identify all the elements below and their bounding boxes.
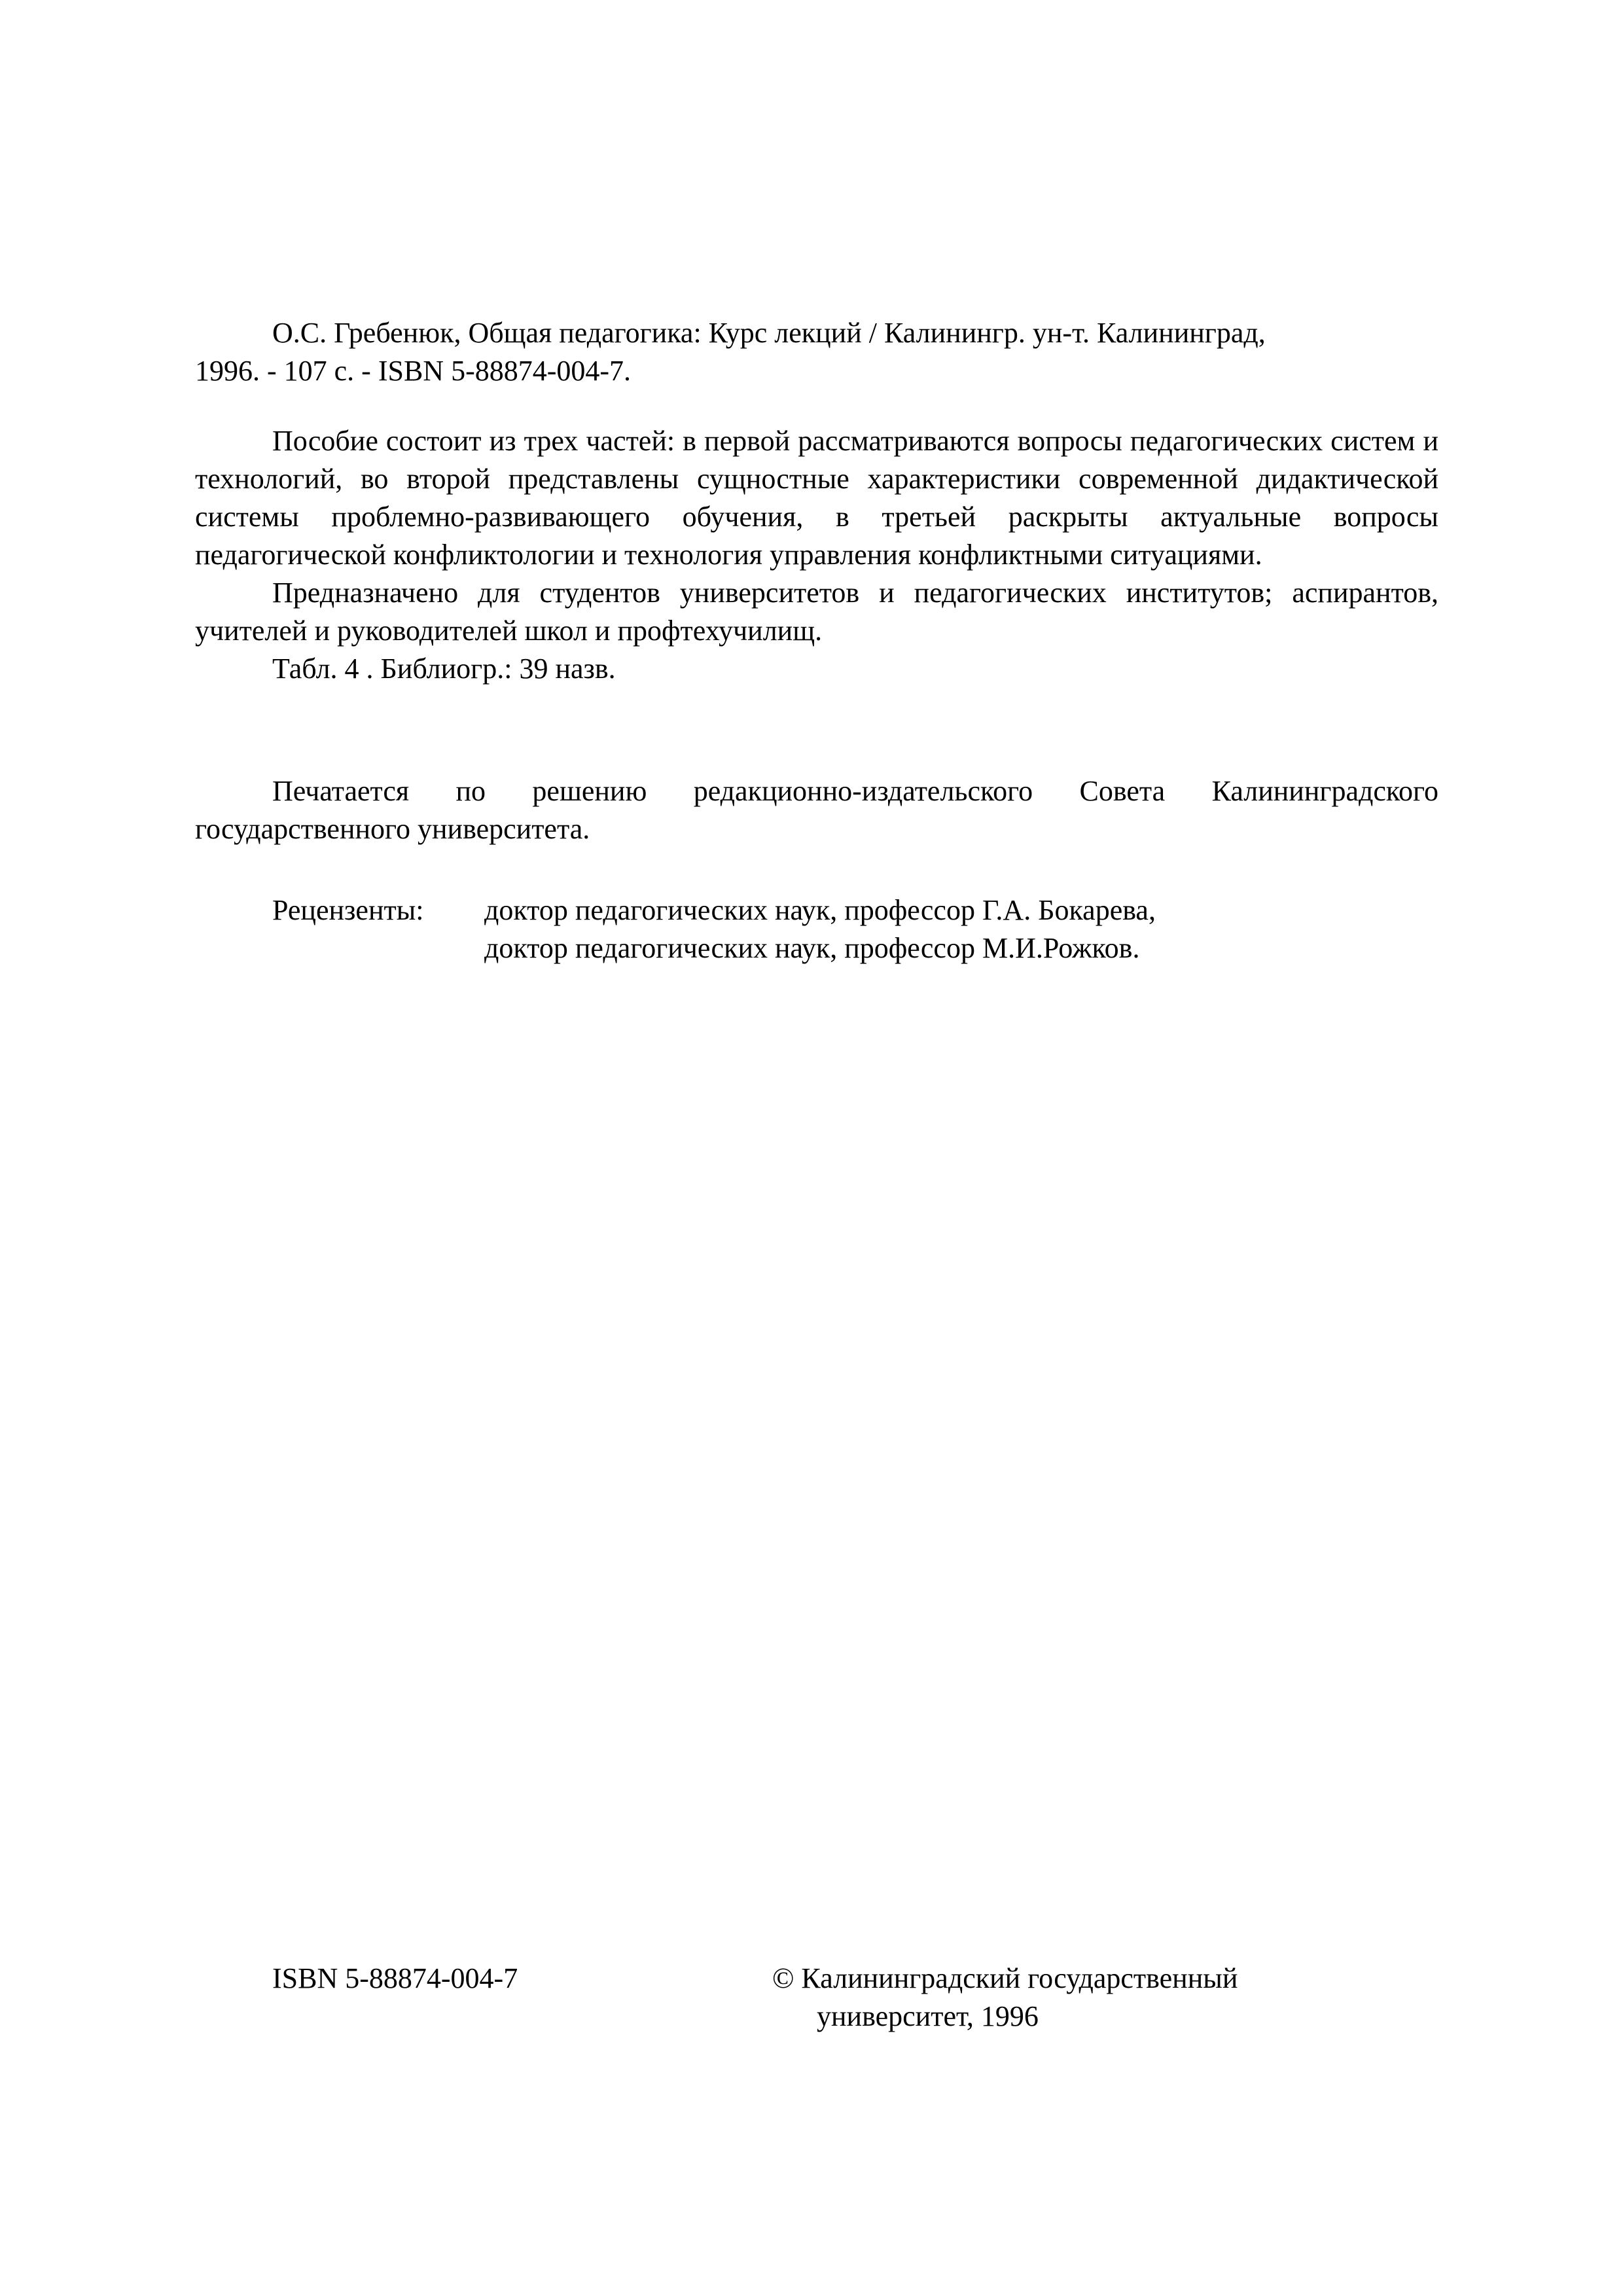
copyright-line-1: © Калининградский государственный (772, 1962, 1238, 1994)
publication-decision (195, 772, 1438, 848)
abstract-paragraph-1: Пособие состоит из трех частей: в первой рассматриваются вопросы педагогических систем и технологий, во второй представлены сущностные характеристики современной дидактической системы проблемно-развивающего обучения, в третьей раскрыты актуальные вопросы педагогической конфликтологии и технология управления конфликтными ситуациями. (195, 425, 1438, 571)
reviewers-list (484, 891, 1156, 967)
reviewers (272, 891, 1156, 967)
footer-isbn: ISBN 5-88874-004-7 (272, 1962, 518, 1994)
footer-copyright (772, 1960, 1361, 2036)
publication-decision-text: Печатается по решению редакционно-издательского Совета Калининградского государственного университета. (195, 775, 1438, 845)
copyright-line-2: университет, 1996 (817, 2000, 1039, 2032)
reviewer-item: доктор педагогических наук, профессор М.И.Рожков. (484, 932, 1140, 964)
abstract (195, 422, 1438, 688)
reviewers-label: Рецензенты: (272, 894, 424, 926)
bibliographic-line-1: О.С. Гребенюк, Общая педагогика: Курс лекций / Калинингр. ун-т. Калининград, (272, 317, 1266, 349)
abstract-paragraph-2: Предназначено для студентов университетов и педагогических институтов; аспирантов, учителей и руководителей школ и профтехучилищ. (195, 577, 1438, 647)
abstract-paragraph-3: Табл. 4 . Библиогр.: 39 назв. (272, 653, 616, 685)
bibliographic-record (195, 314, 1438, 390)
reviewer-item: доктор педагогических наук, профессор Г.А. Бокарева, (484, 894, 1156, 926)
bibliographic-record-text (195, 314, 1438, 390)
bibliographic-line-2: 1996. - 107 с. - ISBN 5-88874-004-7. (195, 355, 632, 387)
